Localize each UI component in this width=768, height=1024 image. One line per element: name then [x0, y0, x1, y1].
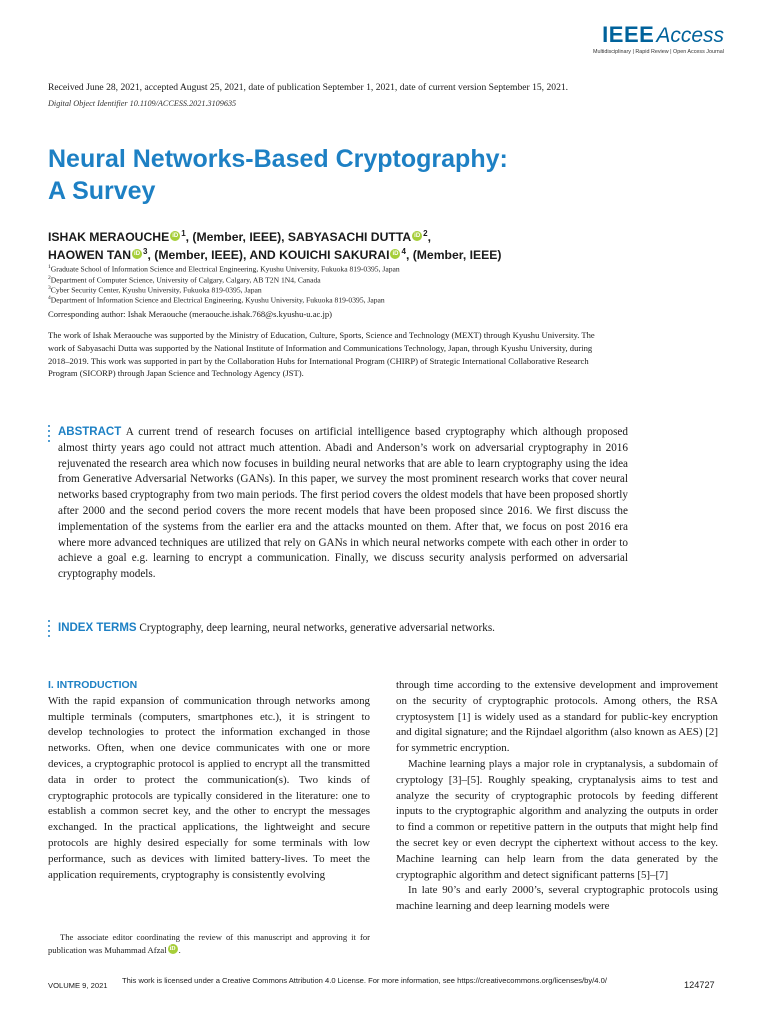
title-line-1: Neural Networks-Based Cryptography: — [48, 145, 508, 173]
volume-label: VOLUME 9, 2021 — [48, 981, 108, 990]
left-column — [48, 678, 370, 883]
author-line-1: ISHAK MERAOUCHE iD $^1$, (Member, IEEE), SABYASACHI DUTTA iD $^2$, — [48, 229, 432, 245]
paper-title — [48, 143, 608, 207]
intro-paragraph-3: In late 90’s and early 2000’s, several cryptographic protocols using machine learning and deep learning models were — [396, 884, 718, 913]
license-notice[interactable]: This work is licensed under a Creative Commons Attribution 4.0 License. For more information, see https://creativecommons.org/licenses/by/4.0/ — [122, 976, 607, 985]
author-meraouche: ISHAK MERAOUCHE — [48, 230, 170, 245]
affiliation-3: $^3$Cyber Security Center, Kyushu University, Fukuoka 819-0395, Japan — [48, 285, 262, 295]
logo-tagline: Multidisciplinary | Rapid Review | Open Access Journal — [592, 49, 724, 55]
orcid-icon[interactable]: iD — [172, 233, 179, 240]
title-line-2: A Survey — [48, 177, 156, 205]
orcid-icon[interactable]: iD — [169, 946, 176, 952]
doi: Digital Object Identifier 10.1109/ACCESS.2021.3109635 — [48, 99, 237, 108]
index-terms-marker — [48, 620, 50, 640]
funding-note: The work of Ishak Meraouche was supported by the Ministry of Education, Culture, Sports, Science and Technology (MEXT) through Kyushu University. The work of Sabyasachi Dutta was supported by the National Institute of Information and Communications Technology, Japan, through Kyushu University, during 2018–2019. This work was supported in part by the Collaboration Hubs for International Program (CHIRP) of Strategic International Collaborative Research Program (SICORP) through Japan Science and Technology Agency (JST). — [48, 330, 595, 379]
author-dutta: , (Member, IEEE), SABYASACHI DUTTA — [185, 230, 412, 245]
abstract-text: A current trend of research focuses on artificial intelligence based cryptography which although proposed almost thirty years ago could not attract much attention. Abadi and Anderson’s work on adversarial cryptography in 2016 rejuvenated the research area which now focuses in building neural networks that are able to learn cryptography using the idea from Generative Adversarial Networks (GANs). In this paper, we survey the most prominent research works that cover neural networks based cryptography from two main periods. The first period covers the oldest models that have been proposed shortly after 2000 and the second period covers the more recent models that have been proposed since 2016. We first discuss the implementation of the systems from the earlier era and the attacks mounted on them. After that, we focus on post 2016 era where more advanced techniques are utilized that rely on GANs in which neural networks compete with each other in order to achieve a goal e.g. learning to encrypt a communication. Finally, we discuss security analysis performed on adversarial cryptography models. — [58, 426, 628, 581]
affiliation-1: $^1$Graduate School of Information Science and Electrical Engineering, Kyushu University, Fukuoka 819-0395, Japan — [48, 264, 400, 274]
author-sakurai: , (Member, IEEE), AND KOUICHI SAKURAI — [147, 248, 390, 263]
received-dates: Received June 28, 2021, accepted August 25, 2021, date of publication September 1, 2021, date of current version September 15, 2021. — [48, 82, 569, 93]
intro-paragraph-continued: through time according to the extensive development and improvement on the security of cryptographic protocols. Among others, the RSA cryptosystem [1] is widely used as a standard for public-key encryption and digital signature; and the Rijndael algorithm (also known as AES) [2] for symmetric encryption. — [396, 679, 718, 755]
intro-paragraph-1: With the rapid expansion of communication through networks among multiple terminals (computers, smartphones etc.), it is stringent to develop technologies to protect the information exchanged in those networks. Often, when one device communicates with one or more devices, a cryptographic protocol is applied to encrypt all the transmitted data in order to protect the communication(s). Two kinds of cryptographic protocols are typically considered in the literature: one to establish a common secret key, and the other to encrypt the messages exchanged. In the practical applications, the lightweight and secure protocols are highly desired especially for some terminals with low performance, such as devices with limited battery-lives. To meet the application requirements, cryptography is consistently evolving — [48, 694, 370, 881]
corresponding-author: Corresponding author: Ishak Meraouche (meraouche.ishak.768@s.kyushu-u.ac.jp) — [48, 309, 333, 319]
right-column — [396, 678, 718, 915]
orcid-icon[interactable]: iD — [414, 233, 421, 240]
orcid-icon[interactable]: iD — [134, 251, 141, 258]
index-terms — [58, 622, 658, 634]
section-heading: I. INTRODUCTION — [48, 679, 138, 691]
editor-footnote: The associate editor coordinating the review of this manuscript and approving it for publication was Muhammad Afzal iD . — [48, 932, 370, 955]
index-terms-label: INDEX TERMS — [58, 622, 137, 634]
intro-paragraph-2: Machine learning plays a major role in cryptanalysis, a subdomain of cryptology [3]–[5]. Roughly speaking, cryptanalysis aims to test and analyze the security of cryptographic protocols by feeding different inputs to the cryptographic algorithm and analyzing the outputs in order to find a common or repetitive pattern in the outputs that might help find the secret key or even decrypt the ciphertext without access to the key. Machine learning can help learn from the data generated by the cryptographic algorithm and detect significant patterns [5]–[7] — [396, 757, 718, 881]
author-line-2: HAOWEN TAN iD $^3$, (Member, IEEE), AND KOUICHI SAKURAI iD $^4$, (Member, IEEE) — [48, 247, 502, 263]
author-tan: HAOWEN TAN — [48, 248, 132, 263]
orcid-icon[interactable]: iD — [392, 251, 399, 258]
affiliation-2: $^2$Department of Computer Science, University of Calgary, Calgary, AB T2N 1N4, Canada — [48, 275, 321, 285]
abstract-label: ABSTRACT — [58, 426, 122, 438]
index-terms-text: Cryptography, deep learning, neural networks, generative adversarial networks. — [139, 622, 495, 634]
journal-logo — [592, 22, 724, 55]
abstract — [58, 425, 628, 583]
logo-access: Access — [656, 24, 724, 47]
logo-ieee: IEEE — [602, 22, 655, 47]
page-number: 124727 — [684, 980, 715, 990]
affiliation-4: $^4$Department of Information Science and Electrical Engineering, Kyushu University, Fukuoka 819-0395, Japan — [48, 295, 385, 305]
abstract-marker — [48, 425, 50, 445]
